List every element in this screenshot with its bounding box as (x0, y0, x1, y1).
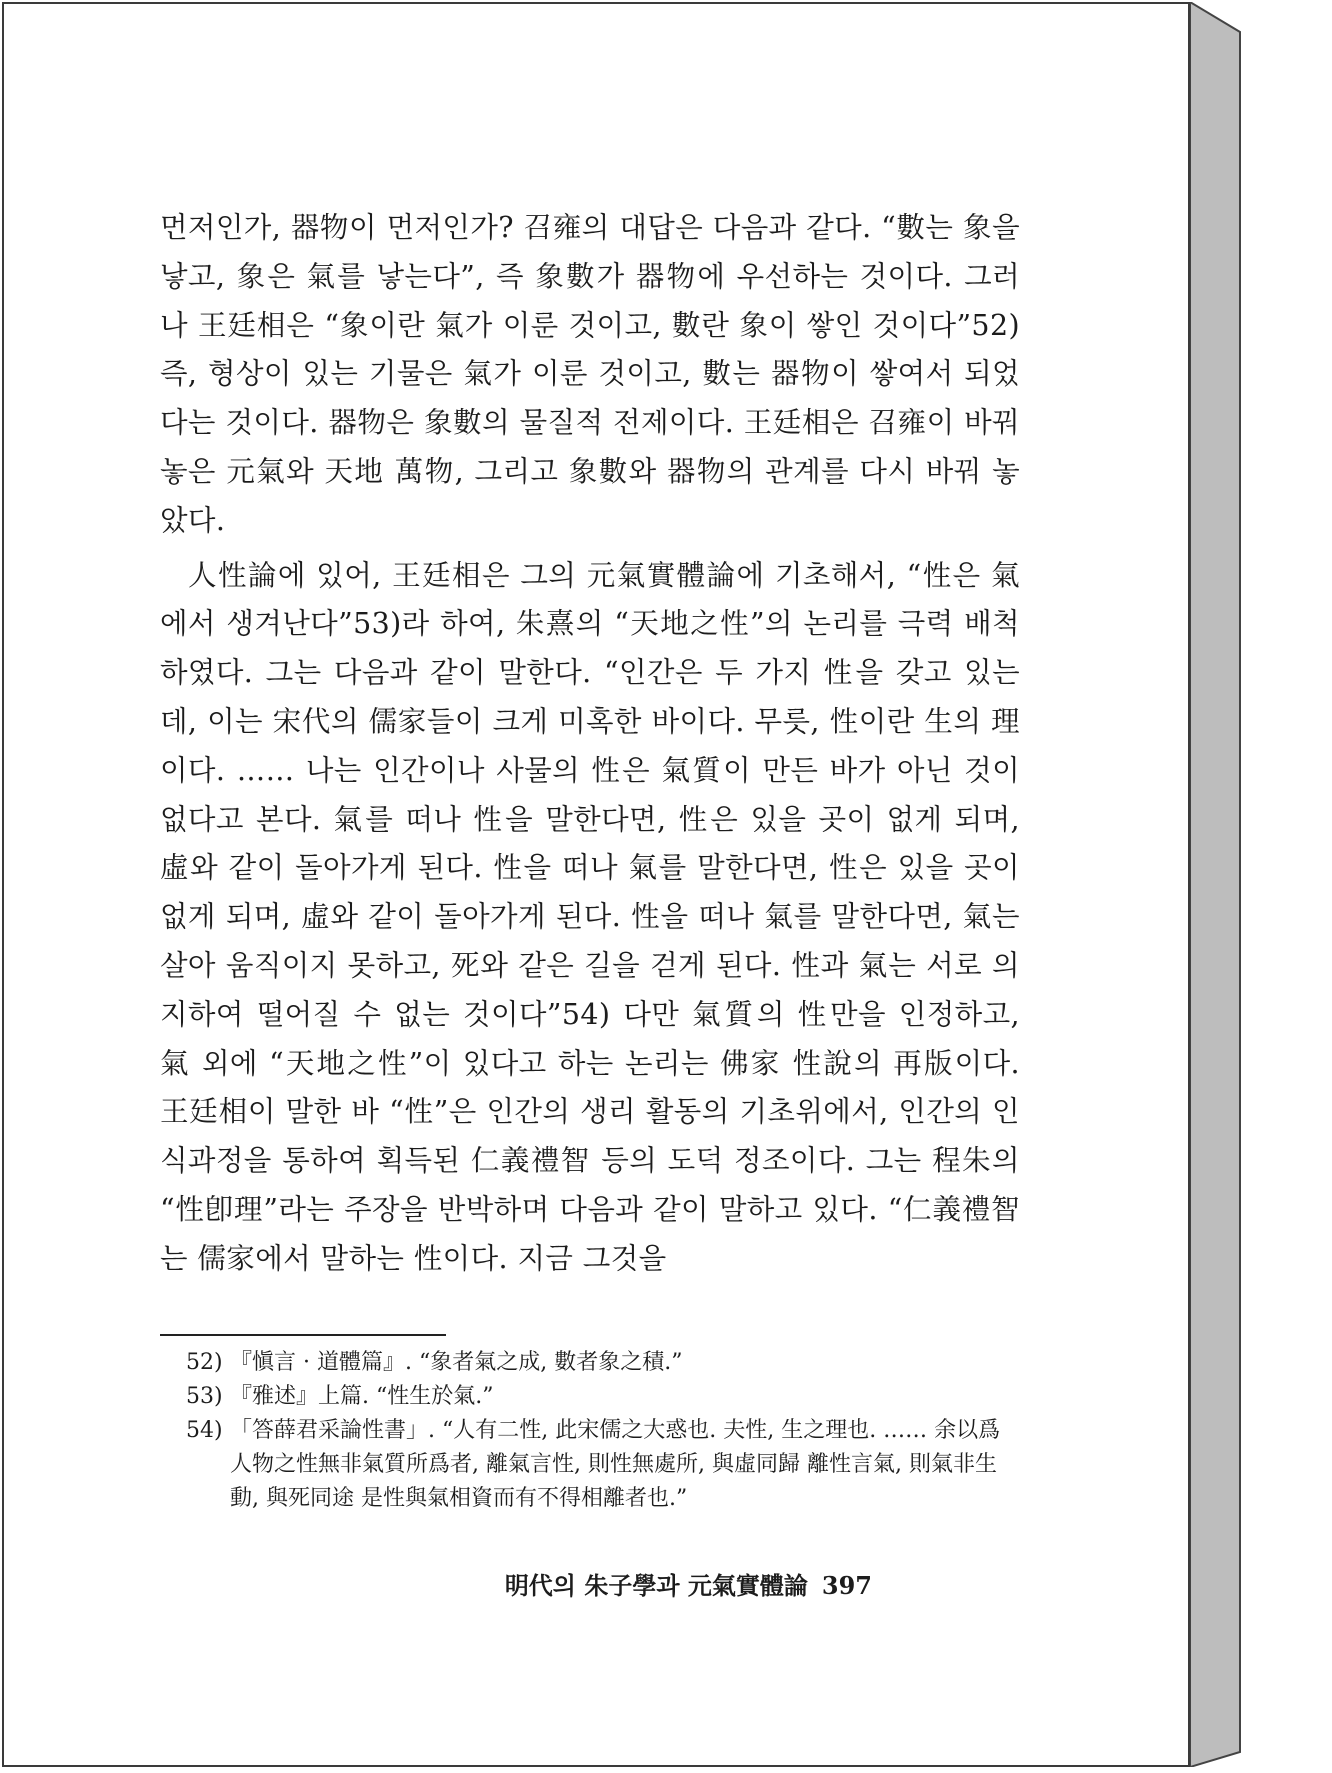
footnote-text: 『雅述』上篇. “性生於氣.” (230, 1384, 494, 1409)
footnote-number: 52) (186, 1350, 223, 1375)
footnote-54 (186, 1414, 1022, 1516)
footnote-text: 『愼言 · 道體篇』. “象者氣之成, 數者象之積.” (230, 1350, 683, 1375)
paragraph-2: 人性論에 있어, 王廷相은 그의 元氣實體論에 기초해서, “性은 氣에서 생겨난다”53)라 하여, 朱熹의 “天地之性”의 논리를 극력 배척하였다. 그는 다음과 같이 말한다. “인간은 두 가지 性을 갖고 있는데, 이는 宋代의 儒家들이 크게 미혹한 바이다. 무릇, 性이란 生의 理이다. …… 나는 인간이나 사물의 性은 氣質이 만든 바가 아닌 것이 없다고 본다. 氣를 떠나 性을 말한다면, 性은 있을 곳이 없게 되며, 虛와 같이 돌아가게 된다. 性을 떠나 氣를 말한다면, 性은 있을 곳이 없게 되며, 虛와 같이 돌아가게 된다. 性을 떠나 氣를 말한다면, 氣는 살아 움직이지 못하고, 死와 같은 길을 걷게 된다. 性과 氣는 서로 의지하여 떨어질 수 없는 것이다”54) 다만 氣質의 性만을 인정하고, 氣 외에 “天地之性”이 있다고 하는 논리는 佛家 性說의 再版이다. 王廷相이 말한 바 “性”은 인간의 생리 활동의 기초위에서, 인간의 인식과정을 통하여 획득된 仁義禮智 등의 도덕 정조이다. 그는 程朱의 “性卽理”라는 주장을 반박하며 다음과 같이 말하고 있다. “仁義禮智는 儒家에서 말하는 性이다. 지금 그것을 (160, 558, 1020, 1275)
page-number: 397 (821, 1571, 872, 1600)
book-edge-shape (1190, 2, 1242, 1767)
paragraph-1: 먼저인가, 器物이 먼저인가? 召雍의 대답은 다음과 같다. “數는 象을 낳고, 象은 氣를 낳는다”, 즉 象數가 器物에 우선하는 것이다. 그러나 王廷相은 “象이란 氣가 이룬 것이고, 數란 象이 쌓인 것이다”52) 즉, 형상이 있는 기물은 氣가 이룬 것이고, 數는 器物이 쌓여서 되었다는 것이다. 器物은 象數의 물질적 전제이다. 王廷相은 召雍이 바꿔놓은 元氣와 天地 萬物, 그리고 象數와 器物의 관계를 다시 바꿔 놓았다. (160, 211, 1020, 537)
footnote-divider (160, 1334, 446, 1336)
footnote-number: 54) (186, 1418, 223, 1443)
footnote-53 (186, 1380, 1022, 1414)
running-title: 明代의 朱子學과 元氣實體論 (504, 1571, 808, 1600)
book-page (2, 2, 1190, 1767)
running-footer (505, 1566, 872, 1601)
footnote-text: 「答薛君采論性書」. “人有二性, 此宋儒之大惑也. 夫性, 生之理也. …… 余以爲人物之性無非氣質所爲者, 離氣言性, 則性無處所, 與虛同歸 離性言氣, 則氣非生動, 與死同途 是性與氣相資而有不得相離者也.” (230, 1418, 1001, 1511)
book-edge (1190, 2, 1242, 1767)
body-text (160, 204, 1020, 1284)
footnote-52 (186, 1346, 1022, 1380)
footnote-number: 53) (186, 1384, 223, 1409)
book-edge-face (1190, 2, 1240, 1767)
footnotes (186, 1346, 1022, 1516)
